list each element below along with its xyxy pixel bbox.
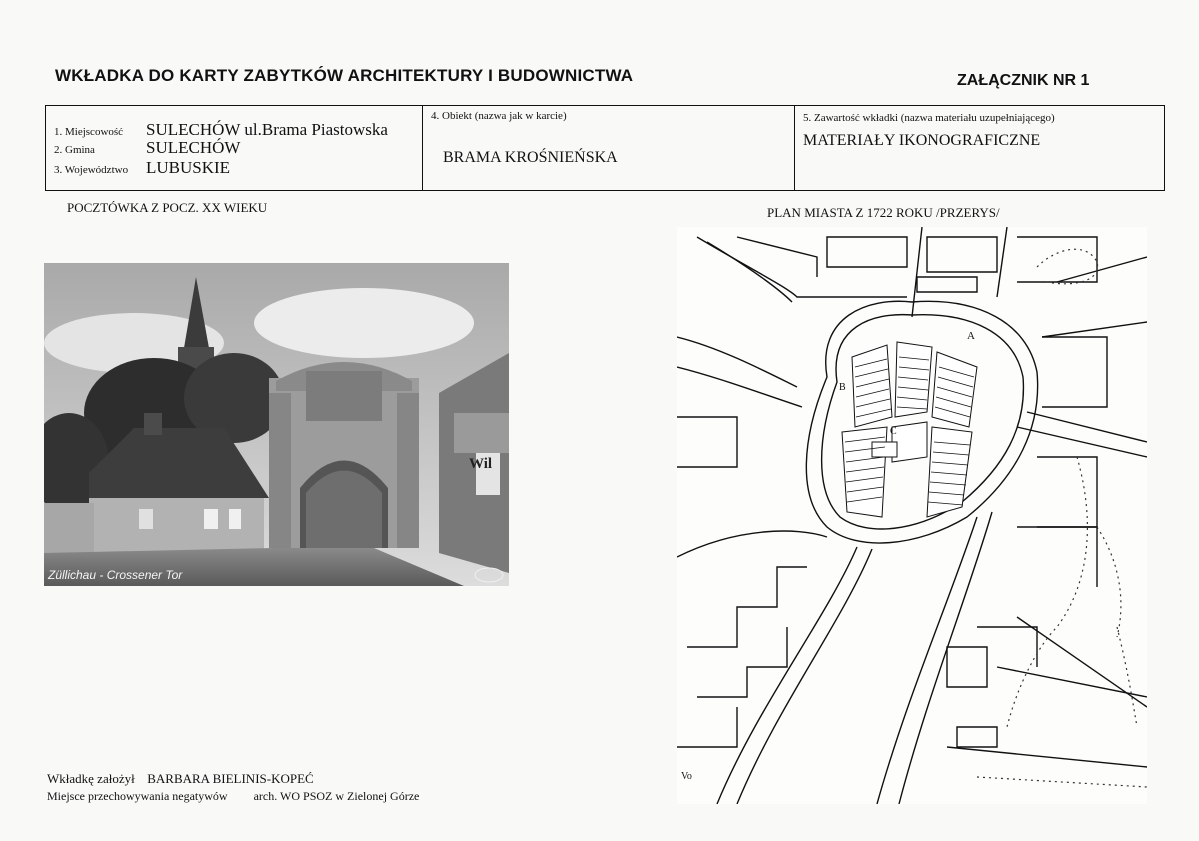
postcard-photo: [44, 263, 509, 586]
field-label: 2. Gmina: [54, 144, 95, 156]
plan-caption: PLAN MIASTA Z 1722 ROKU /PRZERYS/: [767, 205, 1000, 220]
postcard-caption: POCZTÓWKA Z POCZ. XX WIEKU: [67, 200, 268, 215]
object-cell: [423, 106, 795, 190]
created-by-label: Wkładkę założył: [47, 771, 135, 786]
annex-number: ZAŁĄCZNIK NR 1: [957, 72, 1090, 89]
plan-marker-a: A: [967, 330, 975, 342]
field-label: 3. Województwo: [54, 164, 129, 176]
storage-label: Miejsce przechowywania negatywów: [47, 789, 228, 803]
plan-corner-label: Vo: [681, 771, 692, 782]
gate-photo-illustration: [44, 263, 509, 586]
document-title: WKŁADKA DO KARTY ZABYTKÓW ARCHITEKTURY I BUDOWNICTWA: [55, 66, 634, 85]
content-label: 5. Zawartość wkładki (nazwa materiału uzupełniającego): [803, 112, 1055, 124]
town-plan-drawing: [677, 227, 1147, 804]
storage-value: arch. WO PSOZ w Zielonej Górze: [253, 789, 420, 803]
location-cell: [46, 106, 423, 190]
field-voivodeship: [54, 158, 230, 178]
object-value: BRAMA KROŚNIEŃSKA: [443, 149, 618, 166]
field-label: 1. Miejscowość: [54, 126, 124, 138]
town-plan-map: [677, 227, 1147, 804]
field-value: SULECHÓW: [146, 138, 241, 157]
plan-marker-b: B: [839, 382, 846, 393]
field-locality: [54, 120, 388, 140]
object-label: 4. Obiekt (nazwa jak w karcie): [431, 110, 567, 122]
content-value: MATERIAŁY IKONOGRAFICZNE: [803, 132, 1041, 149]
field-value: SULECHÓW ul.Brama Piastowska: [146, 120, 388, 139]
plan-marker-c: C: [890, 426, 897, 437]
shop-sign-text: Wil: [469, 456, 493, 472]
created-by-line: [47, 771, 314, 787]
storage-line: [47, 789, 419, 804]
created-by-name: BARBARA BIELINIS-KOPEĆ: [147, 771, 314, 786]
postcard-inscription: Züllichau - Crossener Tor: [48, 568, 183, 582]
field-value: LUBUSKIE: [146, 158, 231, 177]
content-cell: [795, 106, 1164, 190]
field-commune: [54, 138, 240, 158]
form-table: [45, 105, 1165, 191]
